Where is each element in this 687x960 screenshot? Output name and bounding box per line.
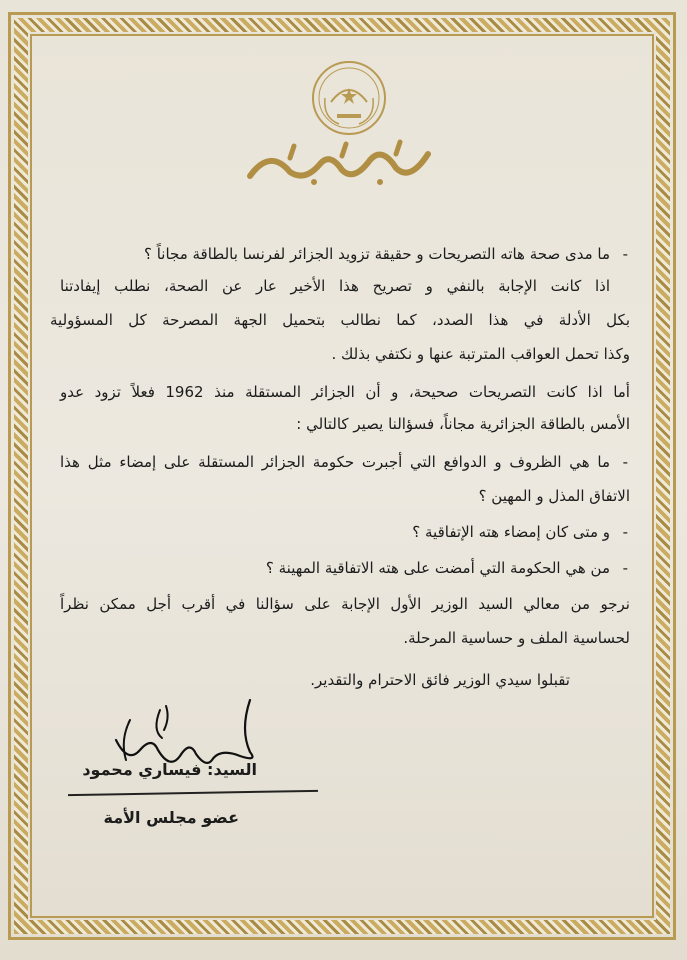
question-4: - من هي الحكومة التي أمضت على هته الاتفاقية المهينة ؟ xyxy=(266,559,610,577)
state-seal-icon xyxy=(309,58,389,138)
paragraph-2-line-1: أما اذا كانت التصريحات صحيحة، و أن الجزائر المستقلة منذ 1962 فعلاً تزود عدو xyxy=(60,383,630,401)
question-1: - ما مدى صحة هاته التصريحات و حقيقة تزويد الجزائر لفرنسا بالطاقة مجاناً ؟ xyxy=(144,245,610,263)
signatory-name: السيد: فيساري محمود xyxy=(82,760,257,779)
paragraph-3-line-1: نرجو من معالي السيد الوزير الأول الإجابة على سؤالنا في أقرب أجل ممكن نظراً xyxy=(60,595,630,613)
paragraph-1-line-2: بكل الأدلة في هذا الصدد، كما نطالب بتحميل الجهة المصرحة كل المسؤولية xyxy=(50,311,630,329)
paragraph-1-line-3: وكذا تحمل العواقب المترتبة عنها و نكتفي بذلك . xyxy=(331,345,630,363)
question-3: - و متى كان إمضاء هته الإتفاقية ؟ xyxy=(412,523,610,541)
question-2-line-2: الاتفاق المذل و المهين ؟ xyxy=(478,487,630,505)
closing-line: تقبلوا سيدي الوزير فائق الاحترام والتقدير. xyxy=(310,671,570,689)
paragraph-2-line-2: الأمس بالطاقة الجزائرية مجاناً، فسؤالنا يصير كالتالي : xyxy=(296,415,630,433)
paragraph-1-line-1: اذا كانت الإجابة بالنفي و تصريح هذا الأخير عار عن الصحة، نطلب إيفادتنا xyxy=(60,277,610,295)
paragraph-3-line-2: لحساسية الملف و حساسية المرحلة. xyxy=(403,629,630,647)
question-2-line-1: - ما هي الظروف و الدوافع التي أجبرت حكومة الجزائر المستقلة على إمضاء مثل هذا xyxy=(60,453,610,471)
council-logo xyxy=(230,138,450,188)
signatory-title: عضو مجلس الأمة xyxy=(103,808,239,827)
